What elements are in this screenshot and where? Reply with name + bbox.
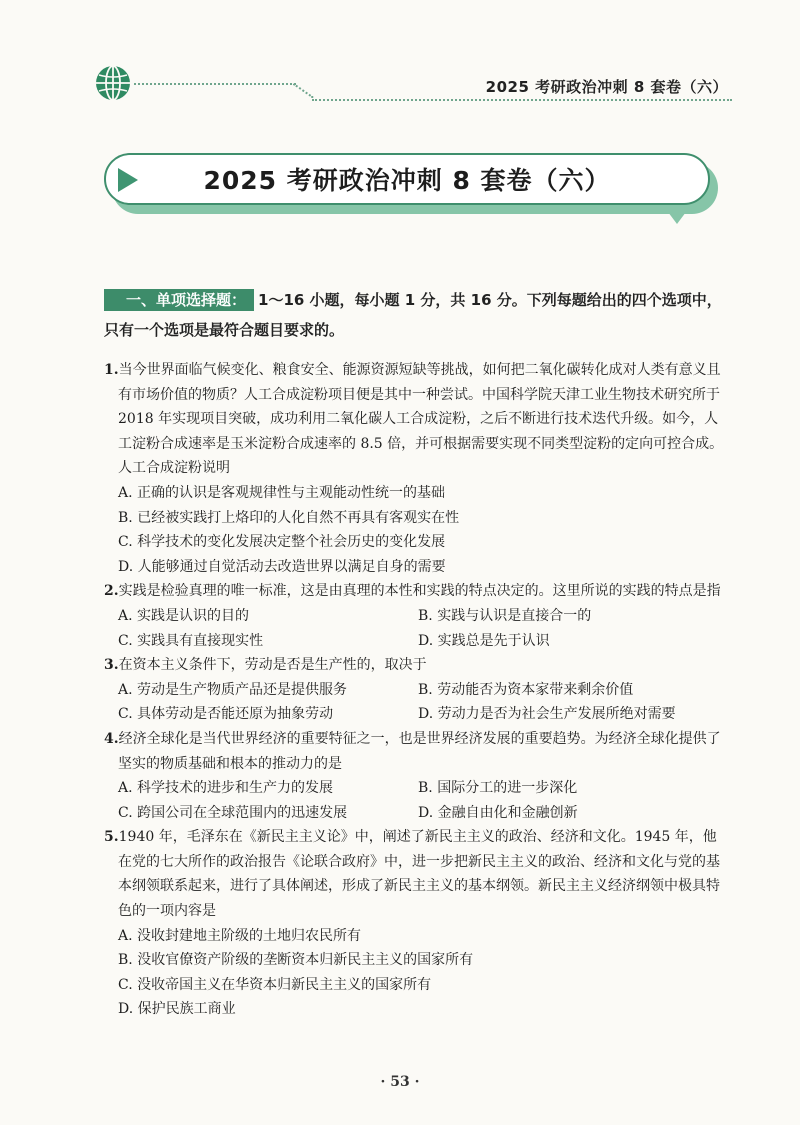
running-header-title: 2025 考研政治冲刺 8 套卷（六） — [485, 78, 728, 96]
option-grid — [104, 678, 730, 727]
question-text: 1940 年，毛泽东在《新民主主义论》中，阐述了新民主主义的政治、经济和文化。1945 年，他在党的七大所作的政治报告《论联合政府》中，进一步把新民主主义的政治、经济和文化与党的基本纲领联系起来，进行了具体阐述，形成了新民主主义的基本纲领。新民主主义经济纲领中极具特色的一项内容是 — [118, 829, 720, 920]
question-text: 当今世界面临气候变化、粮食安全、能源资源短缺等挑战，如何把二氧化碳转化成对人类有意义且有市场价值的物质？人工合成淀粉项目便是其中一种尝试。中国科学院天津工业生物技术研究所于 2018 年实现项目突破，成功利用二氧化碳人工合成淀粉，之后不断进行技术迭代升级。如今，人工淀粉合成速率是玉米淀粉合成速率的 8.5 倍，并可根据需要实现不同类型淀粉的定向可控合成。人工合成淀粉说明 — [118, 362, 724, 477]
page-title: 2025 考研政治冲刺 8 套卷（六） — [203, 166, 611, 195]
option-grid — [104, 604, 730, 653]
option-d: D. 保护民族工商业 — [118, 1001, 236, 1018]
question-3 — [104, 653, 730, 727]
question-5 — [104, 825, 730, 1022]
option-c: C. 科学技术的变化发展决定整个社会历史的变化发展 — [118, 534, 446, 551]
title-banner — [104, 153, 710, 205]
question-1 — [104, 358, 730, 579]
question-number: 3. — [104, 657, 119, 674]
option-b: B. 没收官僚资产阶级的垄断资本归新民主主义的国家所有 — [118, 952, 474, 969]
option-d: D. 实践总是先于认识 — [418, 632, 550, 649]
option-a: A. 没收封建地主阶级的土地归农民所有 — [118, 927, 362, 944]
header-dotted-line-lower — [312, 99, 732, 101]
option-c: C. 跨国公司在全球范围内的迅速发展 — [118, 804, 348, 821]
option-a: A. 实践是认识的目的 — [118, 607, 250, 624]
question-number: 4. — [104, 730, 119, 747]
question-2 — [104, 579, 730, 653]
option-grid — [104, 776, 730, 825]
question-number: 1. — [104, 362, 119, 378]
section-heading — [104, 285, 726, 345]
globe-icon — [94, 64, 132, 102]
question-text: 在资本主义条件下，劳动是否是生产性的，取决于 — [118, 657, 427, 674]
option-a: A. 劳动是生产物质产品还是提供服务 — [118, 681, 348, 698]
question-stem — [104, 727, 730, 776]
question-text: 实践是检验真理的唯一标准，这是由真理的本性和实践的特点决定的。这里所说的实践的特点是指 — [118, 583, 721, 600]
question-stem — [104, 653, 730, 678]
option-c: C. 没收帝国主义在华资本归新民主主义的国家所有 — [118, 976, 432, 993]
question-text: 经济全球化是当代世界经济的重要特征之一，也是世界经济发展的重要趋势。为经济全球化提供了坚实的物质基础和根本的推动力的是 — [118, 730, 721, 772]
header-dotted-line — [134, 83, 296, 85]
header-dotted-line-slant — [293, 83, 314, 98]
question-number: 2. — [104, 583, 119, 600]
question-stem — [104, 579, 730, 604]
option-d: D. 人能够通过自觉活动去改造世界以满足自身的需要 — [118, 558, 446, 575]
question-4 — [104, 727, 730, 825]
option-b: B. 国际分工的进一步深化 — [418, 780, 578, 797]
option-b: B. 已经被实践打上烙印的人化自然不再具有客观实在性 — [118, 509, 460, 526]
section-instruction: 1～16 小题，每小题 1 分，共 16 分。下列每题给出的四个选项中，只有一个选项是最符合题目要求的。 — [104, 291, 722, 339]
play-triangle-icon — [118, 168, 138, 192]
option-b: B. 实践与认识是直接合一的 — [418, 607, 592, 624]
option-c: C. 具体劳动是否能还原为抽象劳动 — [118, 706, 334, 723]
option-a: A. 科学技术的进步和生产力的发展 — [118, 780, 334, 797]
question-list — [104, 358, 730, 1022]
option-d: D. 劳动力是否为社会生产发展所绝对需要 — [418, 706, 676, 723]
option-b: B. 劳动能否为资本家带来剩余价值 — [418, 681, 634, 698]
option-c: C. 实践具有直接现实性 — [118, 632, 264, 649]
option-a: A. 正确的认识是客观规律性与主观能动性统一的基础 — [118, 484, 446, 501]
banner-tail-decoration — [668, 212, 686, 224]
question-stem — [104, 825, 730, 923]
question-stem — [104, 358, 730, 481]
question-number: 5. — [104, 829, 119, 846]
option-d: D. 金融自由化和金融创新 — [418, 804, 578, 821]
section-label: 一、单项选择题： — [104, 289, 254, 311]
page-number: · 53 · — [380, 1074, 420, 1090]
